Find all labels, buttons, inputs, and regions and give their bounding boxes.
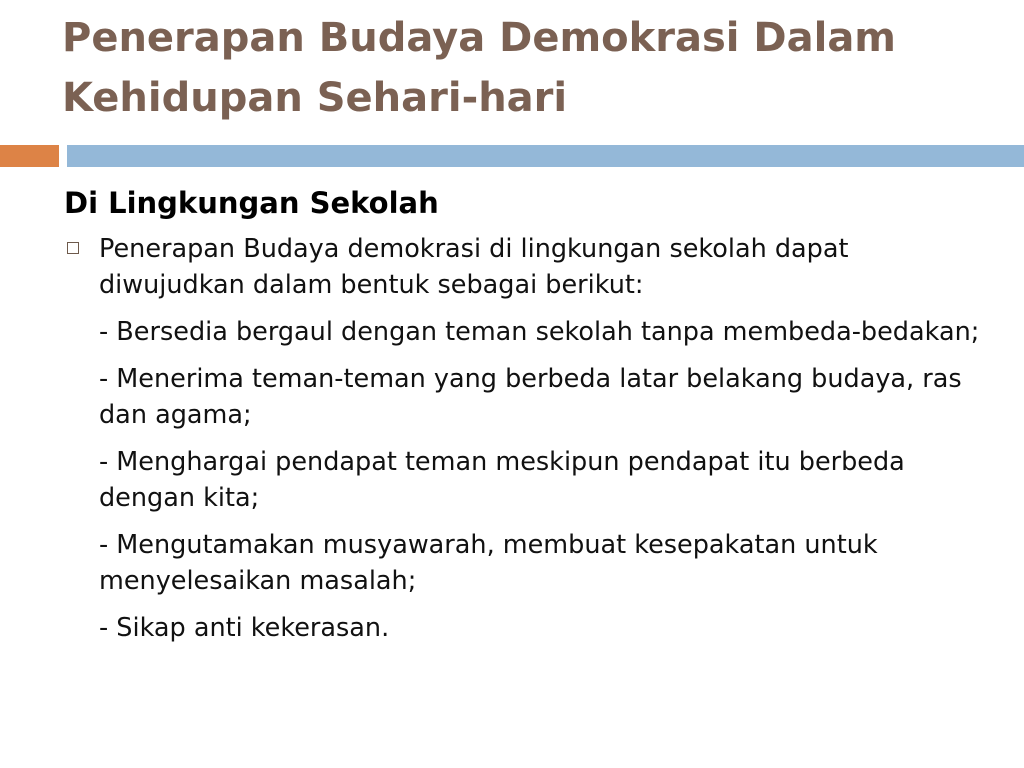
slide-content [64,183,984,657]
hollow-square-bullet-icon [67,242,79,254]
list-item: - Sikap anti kekerasan. [99,613,390,643]
list-item: - Menghargai pendapat teman meskipun pendapat itu berbeda dengan kita; [99,447,905,513]
list-item: - Bersedia bergaul dengan teman sekolah tanpa membeda-bedakan; [99,317,980,347]
list-item: - Mengutamakan musyawarah, membuat kesepakatan untuk menyelesaikan masalah; [99,530,878,596]
section-heading: Di Lingkungan Sekolah [64,186,439,220]
title-divider-orange [0,145,59,167]
title-divider-blue [67,145,1024,167]
list-item: - Menerima teman-teman yang berbeda latar belakang budaya, ras dan agama; [99,364,962,430]
slide-title: Penerapan Budaya Demokrasi Dalam Kehidupan Sehari-hari [62,15,896,121]
bullet-list-item [64,231,984,646]
intro-text: Penerapan Budaya demokrasi di lingkungan sekolah dapat diwujudkan dalam bentuk sebagai berikut: [99,234,849,300]
